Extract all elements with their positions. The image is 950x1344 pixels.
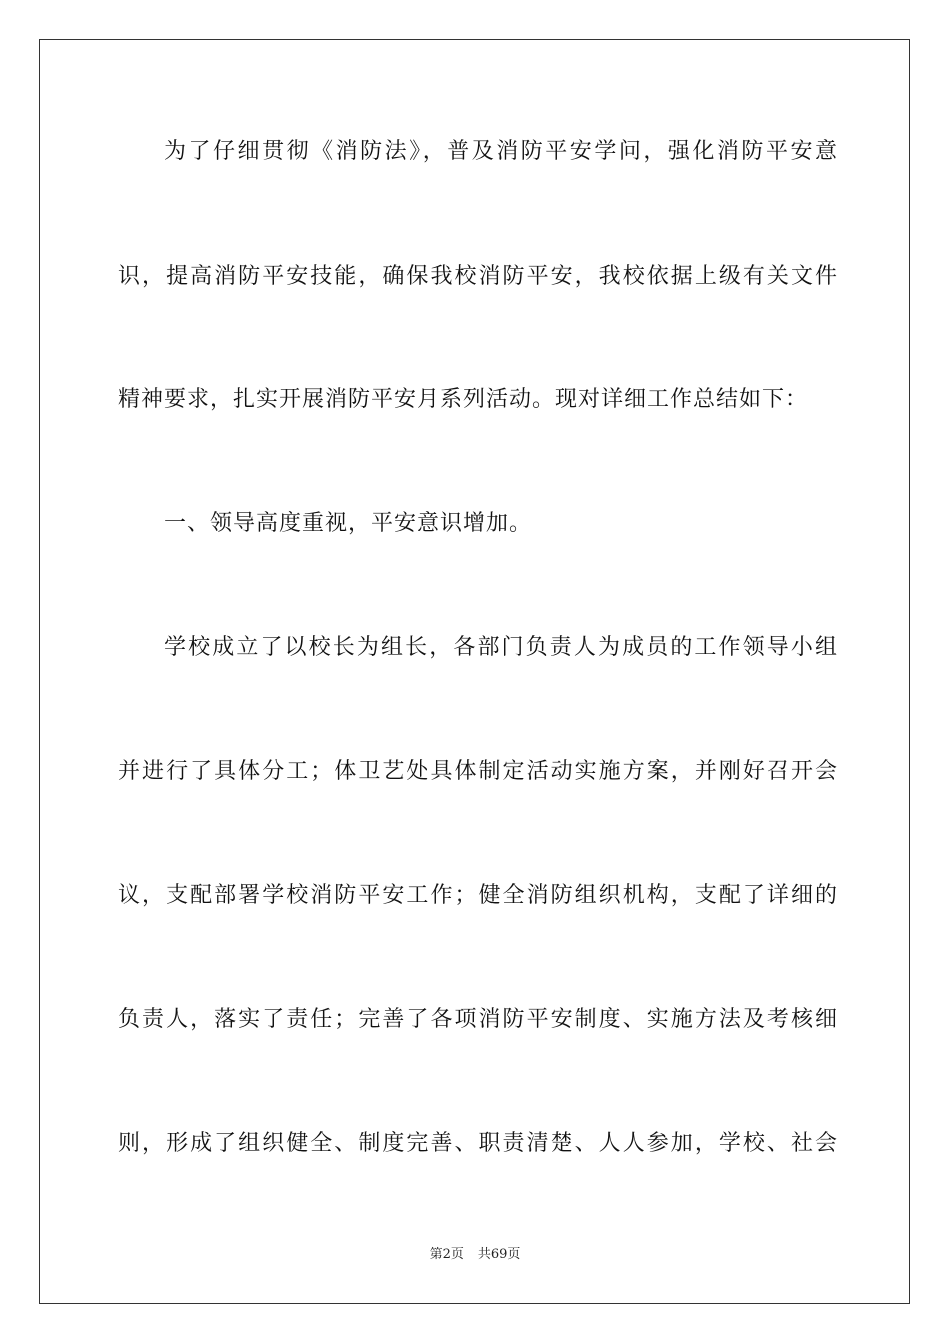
- paragraph-1-line-2: 识，提高消防平安技能，确保我校消防平安，我校依据上级有关文件: [118, 264, 838, 289]
- paragraph-2-line-2: 并进行了具体分工；体卫艺处具体制定活动实施方案，并刚好召开会: [118, 759, 838, 784]
- page-border: [39, 39, 910, 1304]
- paragraph-2-line-5: 则，形成了组织健全、制度完善、职责清楚、人人参加，学校、社会: [118, 1131, 838, 1156]
- paragraph-2-line-3: 议，支配部署学校消防平安工作；健全消防组织机构，支配了详细的: [118, 883, 838, 908]
- paragraph-2-line-1: 学校成立了以校长为组长，各部门负责人为成员的工作领导小组: [164, 635, 838, 660]
- page-number: 第2页: [429, 1247, 464, 1262]
- paragraph-1-line-3: 精神要求，扎实开展消防平安月系列活动。现对详细工作总结如下：: [118, 387, 809, 412]
- page-total: 共69页: [477, 1247, 521, 1262]
- paragraph-2-line-4: 负责人，落实了责任；完善了各项消防平安制度、实施方法及考核细: [118, 1007, 838, 1032]
- page-footer: [0, 1246, 950, 1264]
- paragraph-1-line-1: 为了仔细贯彻《消防法》，普及消防平安学问，强化消防平安意: [164, 139, 838, 164]
- section-heading-1: 一、领导高度重视，平安意识增加。: [164, 511, 533, 536]
